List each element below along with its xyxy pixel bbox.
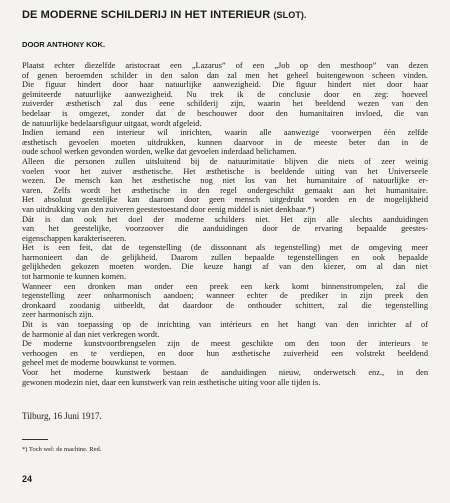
body-line: Die figuur hindert door haar natuurlijke aanwezigheid. Die figuur hindert niet door haar (22, 80, 428, 90)
body-line: geïmiteerde natuurlijke aanwezigheid. Nu trek ik de conclusie door en zeg: hoeveel (22, 89, 428, 99)
body-line: oude school werken gevonden worden, welke dat gevoelen inderdaad belichamen. (22, 147, 297, 157)
body-line: dronkaard zoodanig uitbeeldt, dat daardoor de onthouder schittert, zal die tegenstelling (22, 300, 428, 310)
title-main: DE MODERNE SCHILDERIJ IN HET INTERIEUR (22, 9, 271, 21)
body-line: of genen beroemden schilder in den salon dan zal men het geheel buitengewoon scheen vinden. (22, 70, 428, 80)
body-line: zuiverder æsthetisch zal dus eene schilderij zijn, waarin het beeldend wezen van den (22, 99, 428, 109)
title-suffix: (SLOT). (273, 10, 307, 20)
body-line: van het geestelijke, voorzoover die aanduidingen door de ervaring bepaalde geestes- (22, 224, 428, 234)
body-line: æsthetisch gevoelen moeten uitdrukken, kunnen daarvoor in de meeste beter dan in de (22, 137, 428, 147)
body-line: harmonieert dan de gelijkheid. Daarom zullen bepaalde tegenstellingen en ook bepaalde (22, 252, 428, 262)
body-line: eigenschappen karakteriseeren. (22, 233, 127, 243)
body-line: Het is een feit, dat de tegenstelling (de dissonnant als tegenstelling) met de omgeving meer (22, 243, 428, 253)
body-line: Voor het moderne kunstwerk bestaan de aanduidingen nieuw, onderwetsch enz., in den (22, 368, 428, 377)
article-body (22, 61, 428, 387)
footnote-rule (22, 439, 48, 440)
body-line: voelen voor het zuiver æsthetische. Het æsthetische is beeldende uiting van het Universeele (22, 166, 428, 176)
body-line: Het absoluut geestelijke kan daarom door geen mensch uitgedrukt worden en de mogelijkheid (22, 195, 428, 205)
body-line: de natuurlijke bedelaarsfiguur uitgaat, wordt afgeleid. (22, 118, 202, 128)
body-line: verhoogen en te verdiepen, en door hun æsthetische zuiverheid een volstrekt beeldend (22, 348, 428, 358)
body-line: Indien iemand een interieur wil inrichten, waarin alle aanwezige voorwerpen één zelfde (22, 128, 428, 138)
body-line: de harmonie al dan niet verkregen wordt. (22, 329, 160, 339)
body-line: gewonen modezin niet, daar een kunstwerk van rein æsthetische uiting voor alle tijden is. (22, 377, 321, 387)
article-title (22, 9, 442, 21)
body-line: geheel met de moderne bouwkunst te vormen. (22, 358, 177, 368)
body-line: gelijkheden gekozen moeten worden. Die keuze hangt af van den kiezer, om al dan niet (22, 262, 428, 272)
body-line: tot harmonie te kunnen komen. (22, 272, 127, 282)
body-line: Wanneer een dronken man onder een preek een kerk komt binnenstrompelen, zal die (22, 281, 428, 291)
body-line: varen. Zelfs wordt het æsthetische in den regel ondergeschikt gemaakt aan het humanitaire. (22, 185, 428, 195)
body-line: wezen. De mensch kan het æsthetische nog niet los van het humanitaire of natuurlijke er- (22, 176, 428, 186)
body-line: van uitdrukking van den zuiveren geestestoestand door eenig middel is niet denkbaar.*) (22, 204, 315, 214)
body-line: De moderne kunstvoortbrengselen zijn de meest geschikte om den toon der interieurs te (22, 339, 428, 349)
body-line: zeer harmonisch zijn. (22, 310, 94, 320)
body-line: tegenstelling zeer onharmonisch aandoen; wanneer echter de prediker in zijn preek den (22, 291, 428, 301)
signoff-date: Tilburg, 16 Juni 1917. (22, 411, 102, 421)
body-line: Dát is dan ook het doel der moderne schilders niet. Het zijn alle slechts aanduidingen (22, 214, 428, 224)
footnote: *) Toch wel: de machine. Red. (22, 446, 102, 453)
body-line: Alleen die personen zullen uitsluitend bij de natuurimitatie blijven die niets of zeer weinig (22, 156, 428, 166)
body-line: Dit is van toepassing op de inrichting van intérieurs en het hangt van den inrichter af of (22, 320, 428, 330)
body-line: Plaatst echter diezelfde aristocraat een „Lazarus” of een „Job op den mesthoop” van dezen (22, 61, 428, 70)
article-author: DOOR ANTHONY KOK. (22, 40, 106, 49)
body-line: bedelaar is omgezet, zonder dat de beschouwer door den humanitairen invloed, die van (22, 108, 428, 118)
page-number: 24 (22, 474, 33, 484)
